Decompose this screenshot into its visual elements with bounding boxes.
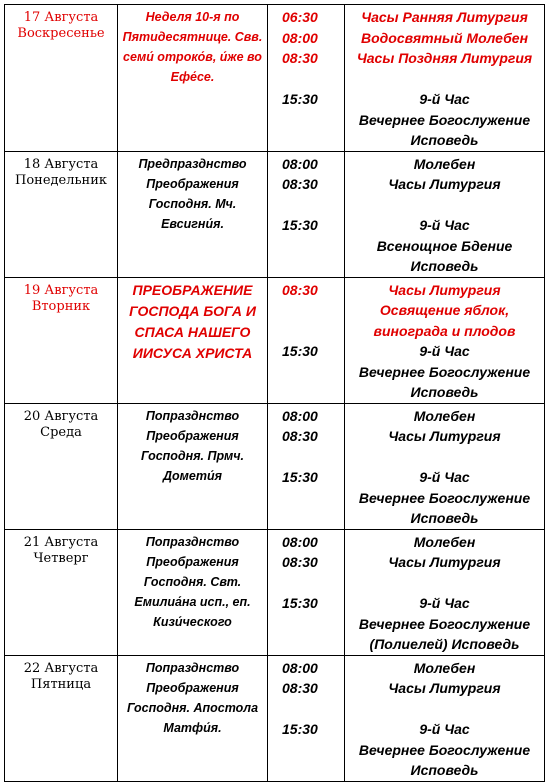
- service-time: [282, 236, 344, 257]
- service-name: 9-й Час: [419, 343, 470, 359]
- service-time: 08:00: [282, 29, 318, 46]
- feast-text: ПРЕОБРАЖЕНИЕ ГОСПОДА БОГА И СПАСА НАШЕГО ИИСУСА ХРИСТА: [129, 281, 256, 361]
- service-name: 9-й Час: [419, 595, 470, 611]
- service-time: 08:30: [282, 281, 318, 298]
- service-time: 08:30: [282, 176, 318, 192]
- service-name: Молебен: [413, 659, 476, 676]
- services-list: [345, 5, 544, 151]
- feast-text: Попразднство Преображения Господня. Апостола Матфи́я.: [126, 660, 259, 735]
- weekday-label: Понедельник: [14, 172, 107, 188]
- service-time: [282, 110, 344, 131]
- service-time: 08:30: [282, 680, 318, 696]
- services-list: [345, 278, 544, 403]
- services-cell: [345, 655, 545, 781]
- service-time: 08:30: [282, 554, 318, 570]
- service-time: 15:30: [282, 721, 318, 737]
- service-name: Всенощное Бдение: [376, 237, 513, 254]
- feast-text: Предпразднство Преображения Господня. Мч. Евсигни́я.: [138, 156, 247, 231]
- service-time: [282, 362, 344, 383]
- day-row: [5, 403, 545, 529]
- service-time: [282, 321, 344, 342]
- date-cell: [5, 277, 118, 403]
- service-time: 08:00: [282, 533, 318, 550]
- times-cell: [268, 277, 345, 403]
- feast-cell: [118, 655, 268, 781]
- feast-cell: [118, 403, 268, 529]
- service-time: [282, 760, 344, 781]
- day-row: [5, 277, 545, 403]
- service-time: [282, 488, 344, 509]
- service-name: Часы Литургия: [388, 680, 501, 696]
- service-name: Вечернее Богослужение: [358, 489, 531, 506]
- service-name: Водосвятный Молебен: [360, 29, 529, 46]
- service-name: Часы Литургия: [388, 428, 501, 444]
- times-list: [268, 656, 344, 781]
- service-name: Исповедь: [410, 762, 479, 778]
- schedule-table: [4, 4, 545, 782]
- times-list: [268, 530, 344, 655]
- times-list: [268, 152, 344, 277]
- weekday-label: Четверг: [33, 550, 89, 566]
- date-label: 18 Августа: [23, 156, 99, 172]
- service-name: [345, 699, 544, 720]
- service-name: 9-й Час: [419, 721, 470, 737]
- times-cell: [268, 529, 345, 655]
- feast-cell: [118, 151, 268, 277]
- service-time: [282, 69, 344, 90]
- service-name: Молебен: [413, 155, 476, 172]
- times-cell: [268, 5, 345, 152]
- service-time: 06:30: [282, 9, 318, 25]
- schedule-body: [5, 5, 545, 782]
- service-name: Освящение яблок,: [379, 302, 510, 318]
- date-label: 21 Августа: [23, 534, 99, 550]
- service-name: [345, 195, 544, 216]
- weekday-label: Воскресенье: [17, 26, 105, 41]
- service-name: Исповедь: [410, 258, 479, 274]
- services-list: [345, 656, 544, 781]
- services-cell: [345, 5, 545, 152]
- service-time: 08:00: [282, 155, 318, 172]
- date-cell: [5, 5, 118, 152]
- service-name: Исповедь: [410, 510, 479, 526]
- service-time: 15:30: [282, 217, 318, 233]
- service-name: (Полиелей) Исповедь: [369, 636, 520, 652]
- service-time: [282, 508, 344, 529]
- feast-cell: [118, 529, 268, 655]
- service-name: Часы Ранняя Литургия: [361, 9, 528, 25]
- date-label: 20 Августа: [23, 408, 99, 424]
- date-label: 22 Августа: [23, 660, 99, 676]
- services-cell: [345, 151, 545, 277]
- service-name: Вечернее Богослужение: [358, 363, 531, 380]
- service-name: винограда и плодов: [373, 322, 516, 339]
- service-time: 15:30: [282, 595, 318, 611]
- date-cell: [5, 403, 118, 529]
- services-cell: [345, 277, 545, 403]
- service-time: [282, 382, 344, 403]
- feast-text: Попразднство Преображения Господня. Прмч. Домети́я: [141, 408, 244, 483]
- times-list: [268, 404, 344, 529]
- service-name: Молебен: [413, 407, 476, 424]
- day-row: [5, 655, 545, 781]
- service-name: Часы Литургия: [388, 281, 501, 298]
- date-cell: [5, 529, 118, 655]
- service-time: [282, 699, 344, 720]
- times-cell: [268, 655, 345, 781]
- service-time: 15:30: [282, 343, 318, 359]
- feast-cell: [118, 277, 268, 403]
- service-time: [282, 573, 344, 594]
- service-time: [282, 740, 344, 761]
- service-time: [282, 300, 344, 321]
- services-list: [345, 530, 544, 655]
- service-name: Исповедь: [410, 132, 479, 148]
- feast-cell: [118, 5, 268, 152]
- date-label: 19 Августа: [23, 282, 99, 298]
- service-name: Часы Литургия: [388, 176, 501, 192]
- service-time: 08:30: [282, 428, 318, 444]
- date-cell: [5, 151, 118, 277]
- day-row: [5, 529, 545, 655]
- service-name: Молебен: [413, 533, 476, 550]
- weekday-label: Вторник: [31, 298, 91, 314]
- service-name: 9-й Час: [419, 217, 470, 233]
- service-time: 08:30: [282, 50, 318, 66]
- times-cell: [268, 403, 345, 529]
- service-time: [282, 614, 344, 635]
- date-cell: [5, 655, 118, 781]
- service-name: [345, 69, 544, 90]
- feast-text: Неделя 10-я по Пятидесятнице. Свв. семи́ отроко́в, и́же во Ефе́се.: [122, 10, 263, 84]
- service-name: 9-й Час: [419, 91, 470, 107]
- service-time: [282, 195, 344, 216]
- service-name: 9-й Час: [419, 469, 470, 485]
- weekday-label: Среда: [40, 424, 82, 440]
- service-time: [282, 634, 344, 655]
- service-time: 08:00: [282, 407, 318, 424]
- date-label: 17 Августа: [23, 10, 99, 25]
- service-time: 08:00: [282, 659, 318, 676]
- service-name: Вечернее Богослужение: [358, 741, 531, 758]
- services-cell: [345, 403, 545, 529]
- service-name: Вечернее Богослужение: [358, 111, 531, 128]
- times-list: [268, 5, 344, 151]
- service-name: Часы Поздняя Литургия: [356, 50, 533, 66]
- service-name: Исповедь: [410, 384, 479, 400]
- services-cell: [345, 529, 545, 655]
- service-time: [282, 447, 344, 468]
- day-row: [5, 151, 545, 277]
- weekday-label: Пятница: [30, 676, 92, 692]
- service-time: 15:30: [282, 469, 318, 485]
- service-time: 15:30: [282, 91, 318, 107]
- services-list: [345, 152, 544, 277]
- service-time: [282, 256, 344, 277]
- service-name: [345, 447, 544, 468]
- times-list: [268, 278, 344, 403]
- service-time: [282, 130, 344, 151]
- times-cell: [268, 151, 345, 277]
- day-row: [5, 5, 545, 152]
- service-name: Вечернее Богослужение: [358, 615, 531, 632]
- services-list: [345, 404, 544, 529]
- feast-text: Попразднство Преображения Господня. Свт. Емилиа́на исп., еп. Кизи́ческого: [134, 534, 251, 629]
- service-name: [345, 573, 544, 594]
- service-name: Часы Литургия: [388, 554, 501, 570]
